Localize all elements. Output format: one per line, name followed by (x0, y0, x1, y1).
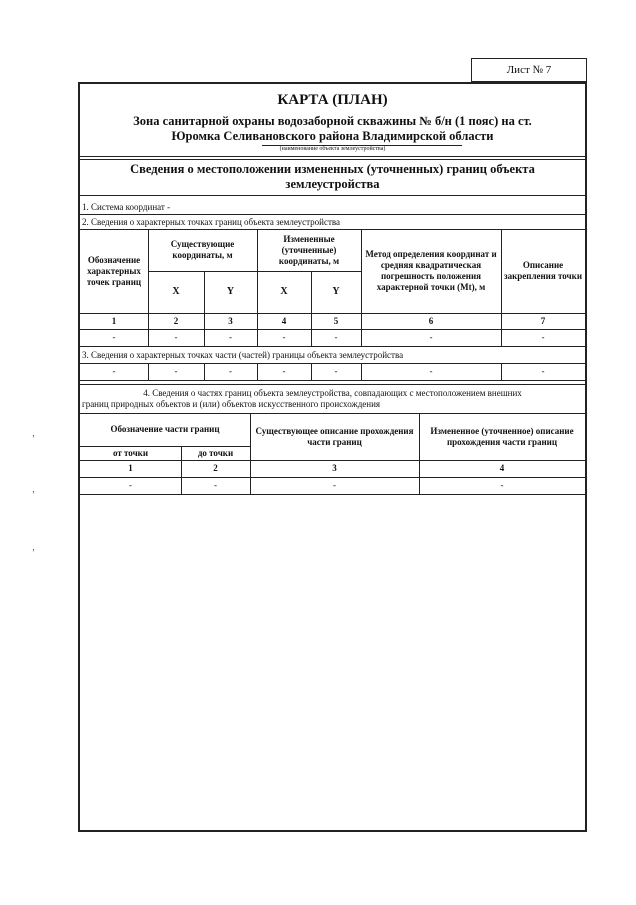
table4-header-to: до точки (197, 447, 234, 458)
table4-cell: - (500, 480, 504, 490)
table3-bottom (80, 380, 585, 381)
table4-header-from: от точки (112, 447, 149, 458)
table2-col-number: 3 (228, 315, 233, 326)
table4-header-part: Обозначение части границ (110, 424, 220, 434)
divider (80, 159, 585, 160)
table2-cell: - (334, 332, 338, 342)
table2-changed-y: Y (332, 286, 340, 297)
table2-col-number: 7 (540, 315, 546, 326)
zone-line-1: Зона санитарной охраны водозаборной скважины № б/н (1 пояс) на ст. (133, 114, 532, 128)
section-3-title: 3. Сведения о характерных точках части (частей) границы объекта землеустройства (82, 350, 404, 360)
table4-header-changed: Измененное (уточненное) описание прохождения части границ (430, 425, 574, 447)
table2-cell: - (282, 332, 286, 342)
table4-cell: - (129, 480, 132, 490)
table2-existing-x: X (172, 286, 180, 297)
sheet-number (471, 58, 587, 82)
table4-col-number: 1 (128, 463, 133, 473)
section-heading-line-2: землеустройства (285, 177, 380, 191)
table4-col-number: 2 (213, 463, 218, 473)
section-2-title: 2. Сведения о характерных точках границ объекта землеустройства (82, 217, 341, 227)
table2-col-number: 4 (281, 315, 287, 326)
margin-mark: ‚ (32, 428, 35, 438)
table4-col-number: 4 (499, 463, 505, 473)
table2-cell: - (429, 332, 433, 342)
table3-cell: - (334, 366, 338, 376)
table2-changed-x: X (280, 286, 288, 297)
table3-cell: - (229, 366, 232, 376)
divider (80, 195, 585, 196)
table2-header-method: Метод определения координат и средняя квадратическая погрешность положения характерной точки (Мt), м (365, 249, 497, 292)
section-4-title-line-2: границ природных объектов и (или) объектов искусственного происхождения (82, 399, 381, 409)
table4-header-existing: Существующее описание прохождения части границ (255, 425, 414, 447)
table2-cell: - (174, 332, 178, 342)
table2-header-changed: Измененные (уточненные) координаты, м (278, 233, 340, 266)
object-caption: (наименование объекта землеустройства) (279, 146, 386, 152)
table2-header-description: Описание закрепления точки (503, 260, 583, 281)
table2-cell: - (229, 332, 232, 342)
table3-cell: - (282, 366, 286, 376)
table3-cell: - (541, 366, 545, 376)
table2-col-number: 1 (111, 315, 117, 326)
coordinate-system: 1. Система координат - (82, 202, 171, 212)
document-title: КАРТА (ПЛАН) (277, 92, 388, 108)
table2-header-designation: Обозначение характерных точек границ (86, 254, 142, 287)
table2-col-number: 5 (333, 315, 339, 326)
divider (80, 214, 585, 215)
table2-header-existing: Существующие координаты, м (170, 239, 235, 260)
table4-cell: - (214, 480, 217, 490)
sheet-number-label: Лист № 7 (506, 64, 552, 76)
table2-bottom (80, 346, 585, 347)
table3-cell: - (429, 366, 433, 376)
table4-col-number: 3 (332, 463, 337, 473)
table2-cell: - (112, 332, 116, 342)
document-frame (78, 82, 587, 832)
table2-existing-y: Y (226, 286, 235, 297)
table2-col-number: 2 (173, 315, 179, 326)
table3-cell: - (174, 366, 178, 376)
margin-mark: ‚ (32, 484, 35, 494)
divider (80, 384, 585, 385)
table4-bottom (80, 494, 585, 495)
table2-col-number: 6 (428, 315, 434, 326)
divider (80, 156, 585, 157)
section-heading-line-1: Сведения о местоположении измененных (уточненных) границ объекта (130, 162, 535, 176)
section-4-title-line-1: 4. Сведения о частях границ объекта землеустройства, совпадающих с местоположением внешних (143, 388, 522, 398)
zone-line-2: Юромка Селивановского района Владимирской области (171, 129, 494, 143)
margin-mark: ‚ (32, 542, 35, 552)
table2-cell: - (541, 332, 545, 342)
table4-cell: - (333, 480, 336, 490)
table3-cell: - (112, 366, 116, 376)
